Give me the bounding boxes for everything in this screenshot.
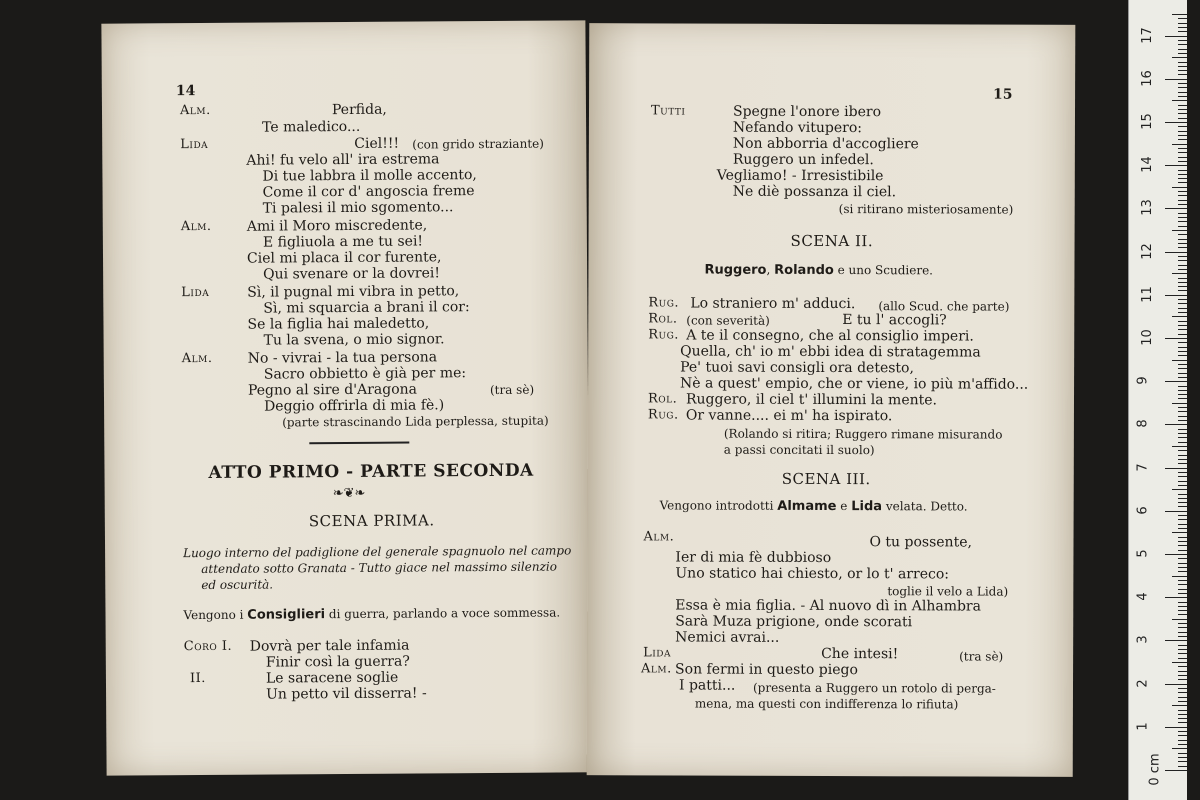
ruler-tick (1178, 701, 1187, 702)
ruler-tick (1178, 636, 1187, 637)
ruler-tick (1178, 459, 1187, 460)
scene-title: SCENA PRIMA. (308, 511, 435, 531)
ruler-tick (1178, 645, 1187, 646)
ruler-tick (1178, 455, 1187, 456)
ruler-tick (1178, 679, 1187, 680)
verse-line: Dovrà per tale infamia (249, 637, 410, 655)
ruler-tick (1178, 53, 1187, 54)
ruler-tick (1178, 463, 1187, 464)
ruler-tick (1165, 79, 1187, 80)
verse-line: E figliuola a me tu sei! (262, 233, 424, 251)
left-page (101, 20, 590, 775)
ruler-label: 14 (1139, 156, 1155, 173)
ruler-tick (1178, 213, 1187, 214)
ruler-tick (1178, 386, 1187, 387)
verse-line: Essa è mia figlia. - Al nuovo dì in Alhambra (675, 597, 982, 615)
verse-line: No - vivrai - la tua persona (247, 349, 438, 367)
stage-direction: ed oscurità. (201, 577, 274, 593)
verse-line: Che intesi! (821, 645, 899, 663)
ruler-tick (1178, 282, 1187, 283)
ruler-tick (1165, 727, 1187, 728)
ruler-tick (1165, 511, 1187, 512)
ruler-tick (1178, 364, 1187, 365)
speaker: Lida (180, 136, 209, 153)
ruler-tick (1178, 450, 1187, 451)
verse-line: Sì, il pugnal mi vibra in petto, (247, 283, 460, 301)
verse-line: Qui svenare or la dovrei! (263, 265, 441, 283)
stage-note: mena, ma questi con indifferenza lo rifiuta) (694, 696, 959, 712)
scene-title: SCENA III. (781, 469, 871, 489)
verse-line: Sacro obbietto è già per me: (263, 365, 467, 383)
scene-title: SCENA II. (790, 231, 874, 251)
scene-cast (704, 262, 933, 280)
ruler-tick (1178, 580, 1187, 581)
ruler-tick (1165, 597, 1187, 598)
ruler-tick (1178, 200, 1187, 201)
ruler-tick (1178, 87, 1187, 88)
ruler-tick (1178, 269, 1187, 270)
stage-note: (tra sè) (489, 382, 535, 397)
ruler-label: 0 cm (1147, 753, 1163, 786)
ruler-tick (1178, 623, 1187, 624)
enter-bold: Consiglieri (247, 607, 326, 623)
ruler-tick (1178, 766, 1187, 767)
verse-line: Pegno al sire d'Aragona (247, 381, 418, 399)
stage-note: (parte strascinando Lida perplessa, stupita) (282, 413, 549, 430)
ruler-tick (1178, 373, 1187, 374)
ruler-tick (1178, 161, 1187, 162)
speaker: Alm. (180, 218, 212, 235)
verse-line: Pe' tuoi savi consigli ora detesto, (680, 359, 914, 377)
ruler-tick (1178, 757, 1187, 758)
ruler-tick (1178, 649, 1187, 650)
speaker: Rol. (648, 311, 678, 327)
ruler-tick (1172, 57, 1187, 58)
stage-note: (presenta a Ruggero un rotolo di perga- (752, 680, 996, 696)
ruler-label: 9 (1135, 376, 1151, 385)
ruler-label: 1 (1135, 722, 1151, 731)
ruler-tick (1178, 528, 1187, 529)
page-number: 15 (993, 86, 1013, 103)
ruler-tick (1178, 666, 1187, 667)
verse-line: O tu possente, (869, 534, 972, 551)
stage-note: (tra sè) (959, 649, 1004, 664)
ruler-tick (1178, 671, 1187, 672)
cast-post: velata. Detto. (885, 499, 968, 514)
stage-note: (Rolando si ritira; Ruggero rimane misurando (723, 426, 1003, 442)
ruler-tick (1178, 157, 1187, 158)
verse-line: Finir così la guerra? (265, 653, 410, 671)
speaker: Rug. (648, 295, 680, 311)
verse-line: Ier di mia fè dubbioso (675, 549, 832, 567)
ruler-tick (1172, 446, 1187, 447)
ruler-tick (1178, 260, 1187, 261)
ruler-tick (1178, 377, 1187, 378)
ruler-tick (1178, 506, 1187, 507)
stage-note: (con severità) (686, 313, 770, 328)
ruler-tick (1178, 221, 1187, 222)
ruler-tick (1178, 537, 1187, 538)
ruler-label: 13 (1139, 199, 1155, 217)
ruler-tick (1178, 697, 1187, 698)
ruler-tick (1178, 83, 1187, 84)
ruler-tick (1178, 550, 1187, 551)
act-title: ATTO PRIMO - PARTE SECONDA (208, 460, 534, 483)
ruler-tick (1178, 407, 1187, 408)
ruler-tick (1178, 567, 1187, 568)
ruler-tick (1178, 118, 1187, 119)
ruler-tick (1178, 126, 1187, 127)
ruler-label: 15 (1139, 113, 1155, 130)
ruler-tick (1178, 398, 1187, 399)
ruler-tick (1178, 135, 1187, 136)
ruler-tick (1178, 614, 1187, 615)
ruler-tick (1165, 208, 1187, 209)
ruler-tick (1178, 329, 1187, 330)
verse-line: Come il cor d' angoscia freme (262, 183, 475, 201)
ruler-tick (1178, 753, 1187, 754)
ruler-tick (1165, 684, 1187, 685)
ruler-tick (1165, 424, 1187, 425)
speaker: Lida (181, 284, 210, 301)
ruler-tick (1178, 610, 1187, 611)
ruler-tick (1178, 714, 1187, 715)
stage-direction: Luogo interno del padiglione del generale spagnuolo nel campo (183, 543, 572, 561)
ruler-label: 10 (1139, 329, 1155, 346)
ruler-tick (1178, 485, 1187, 486)
ruler-tick (1178, 234, 1187, 235)
ruler-tick (1178, 429, 1187, 430)
ruler-tick (1178, 178, 1187, 179)
ruler-tick (1178, 710, 1187, 711)
ruler-tick (1178, 170, 1187, 171)
ruler-tick (1178, 593, 1187, 594)
ruler-label: 8 (1135, 419, 1151, 429)
ruler-tick (1178, 355, 1187, 356)
verse-line: Ami il Moro miscredente, (246, 217, 428, 235)
ruler-tick (1178, 96, 1187, 97)
verse-line: Spegne l'onore ibero (732, 103, 882, 121)
cast-name: Ruggero (704, 262, 767, 278)
ruler-tick (1165, 295, 1187, 296)
ruler-tick (1178, 109, 1187, 110)
ruler-tick (1172, 14, 1187, 15)
ruler-tick (1178, 70, 1187, 71)
ruler-tick (1178, 433, 1187, 434)
ruler-tick (1178, 632, 1187, 633)
ruler-tick (1178, 62, 1187, 63)
ruler-tick (1178, 18, 1187, 19)
ruler-tick (1178, 627, 1187, 628)
ruler-tick (1178, 23, 1187, 24)
verse-line: Sarà Muza prigione, onde scorati (675, 613, 913, 631)
ruler-tick (1178, 286, 1187, 287)
ruler-tick (1178, 265, 1187, 266)
ruler-tick (1178, 606, 1187, 607)
ruler-tick (1178, 688, 1187, 689)
ruler-tick (1178, 437, 1187, 438)
ruler-tick (1178, 545, 1187, 546)
ruler-tick (1178, 718, 1187, 719)
speaker: Alm. (179, 102, 211, 119)
ruler-tick (1178, 152, 1187, 153)
verse-line: Non abborria d'accogliere (732, 135, 919, 153)
verse-line: Ruggero un infedel. (732, 151, 874, 169)
ruler-label: 16 (1139, 70, 1155, 87)
speaker: Rol. (647, 391, 678, 407)
verse-line: Deggio offrirla di mia fè.) (264, 397, 445, 415)
ruler-tick (1178, 342, 1187, 343)
ruler-tick (1178, 312, 1187, 313)
ruler-tick (1172, 360, 1187, 361)
ruler-label: 3 (1135, 635, 1151, 645)
ruler-tick (1178, 321, 1187, 322)
verse-line: Di tue labbra il molle accento, (262, 167, 477, 185)
ruler-tick (1178, 563, 1187, 564)
cast-sep: , (766, 262, 771, 277)
ruler-tick (1178, 481, 1187, 482)
ruler-tick (1178, 653, 1187, 654)
ruler-tick (1178, 113, 1187, 114)
ruler-tick (1178, 347, 1187, 348)
ruler-tick (1165, 381, 1187, 382)
ruler-tick (1178, 420, 1187, 421)
speaker: Coro I. (183, 638, 233, 655)
ruler-tick (1178, 494, 1187, 495)
ruler-tick (1178, 256, 1187, 257)
ruler-tick (1178, 239, 1187, 240)
ruler-tick (1178, 27, 1187, 28)
verse-line: Le saracene soglie (265, 669, 399, 687)
enter-direction (183, 605, 560, 625)
ruler-label: 12 (1139, 242, 1155, 260)
ruler-tick (1165, 554, 1187, 555)
ruler-tick (1172, 576, 1187, 577)
ruler-label: 6 (1135, 506, 1151, 515)
measuring-ruler (1128, 0, 1187, 800)
enter-post: di guerra, parlando a voce sommessa. (328, 605, 561, 622)
ruler-tick (1178, 204, 1187, 205)
ruler-tick (1165, 122, 1187, 123)
right-page (587, 23, 1076, 777)
verse-line: Perfida, (331, 101, 387, 119)
verse-line: Quella, ch' io m' ebbi idea di stratagemma (680, 343, 981, 361)
stage-direction: attendato sotto Granata - Tutto giace nel massimo silenzio (201, 559, 558, 577)
ruler-tick (1178, 498, 1187, 499)
speaker: II. (189, 670, 206, 687)
ruler-tick (1178, 191, 1187, 192)
ruler-tick (1178, 303, 1187, 304)
ruler-tick (1178, 66, 1187, 67)
ruler-tick (1178, 182, 1187, 183)
ruler-tick (1165, 770, 1187, 771)
ruler-tick (1178, 472, 1187, 473)
verse-line: A te il consegno, che al consiglio imperi. (686, 327, 974, 345)
verse-line: I patti... (678, 677, 736, 694)
ruler-tick (1178, 139, 1187, 140)
ruler-label: 5 (1135, 549, 1151, 558)
ruler-tick (1178, 278, 1187, 279)
ruler-tick (1178, 744, 1187, 745)
ruler-label: 4 (1135, 592, 1151, 601)
ruler-tick (1172, 619, 1187, 620)
speaker: Alm. (641, 661, 672, 677)
ruler-tick (1178, 334, 1187, 335)
verse-line: Nefando vitupero: (732, 119, 863, 137)
ruler-tick (1172, 532, 1187, 533)
stage-note: a passi concitati il suolo) (723, 442, 875, 458)
ruler-tick (1178, 390, 1187, 391)
cast-name: Almame (777, 498, 837, 515)
speaker: Alm. (643, 529, 675, 545)
ruler-tick (1178, 584, 1187, 585)
ruler-tick (1172, 316, 1187, 317)
speaker: Lida (643, 645, 672, 661)
verse-line: Nè a quest' empio, che or viene, io più m'affido... (680, 375, 1029, 393)
ruler-tick (1165, 640, 1187, 641)
verse-line: Ahi! fu velo all' ira estrema (246, 151, 440, 169)
ruler-tick (1178, 290, 1187, 291)
ruler-tick (1178, 195, 1187, 196)
ruler-tick (1165, 36, 1187, 37)
section-divider (309, 442, 409, 445)
ruler-tick (1178, 217, 1187, 218)
ruler-tick (1178, 692, 1187, 693)
stage-note: toglie il velo a Lida) (887, 584, 1009, 599)
page-number: 14 (175, 83, 196, 100)
cast-pre: Vengono introdotti (659, 498, 774, 513)
ruler-tick (1178, 394, 1187, 395)
ruler-tick (1178, 476, 1187, 477)
verse-line: Ruggero, il ciel t' illumini la mente. (685, 391, 938, 409)
verse-line: E tu l' accogli? (842, 312, 947, 329)
scene-cast (660, 497, 968, 515)
ruler-label: 7 (1135, 462, 1151, 472)
stage-note: (si ritirano misteriosamente) (838, 202, 1014, 217)
ruler-tick (1178, 74, 1187, 75)
ruler-tick (1172, 100, 1187, 101)
ruler-label: 11 (1139, 286, 1155, 303)
stage-note: (con grido straziante) (412, 136, 544, 152)
ruler-tick (1165, 165, 1187, 166)
cast-mid: e (840, 499, 848, 514)
verse-line: Un petto vil disserra! - (266, 685, 427, 703)
ruler-tick (1178, 524, 1187, 525)
cast-post: e uno Scudiere. (837, 263, 934, 278)
verse-line: Son fermi in questo piego (675, 661, 858, 679)
ruler-tick (1178, 515, 1187, 516)
ruler-tick (1165, 252, 1187, 253)
ruler-tick (1172, 705, 1187, 706)
verse-line: Vegliamo! - Irresistibile (716, 167, 884, 185)
ruler-tick (1178, 105, 1187, 106)
ruler-tick (1178, 658, 1187, 659)
ruler-tick (1178, 740, 1187, 741)
ruler-tick (1178, 148, 1187, 149)
verse-line: Or vanne.... ei m' ha ispirato. (685, 407, 893, 425)
ruler-tick (1172, 403, 1187, 404)
ruler-tick (1178, 519, 1187, 520)
ruler-tick (1178, 49, 1187, 50)
ruler-tick (1178, 675, 1187, 676)
ruler-tick (1178, 131, 1187, 132)
ruler-tick (1165, 338, 1187, 339)
ruler-tick (1178, 442, 1187, 443)
verse-line: Se la figlia hai maledetto, (247, 315, 430, 333)
ruler-tick (1178, 722, 1187, 723)
ruler-tick (1178, 31, 1187, 32)
ruler-tick (1178, 541, 1187, 542)
ruler-tick (1178, 308, 1187, 309)
verse-line: Sì, mi squarcia a brani il cor: (263, 299, 470, 317)
ruler-label: 17 (1139, 26, 1155, 44)
ruler-tick (1178, 416, 1187, 417)
stage-note: (allo Scud. che parte) (878, 299, 1010, 314)
ruler-tick (1178, 731, 1187, 732)
speaker: Rug. (648, 327, 679, 343)
verse-line: Ti palesi il mio sgomento... (262, 199, 454, 217)
speaker: Alm. (181, 350, 213, 367)
ruler-label: 2 (1135, 678, 1151, 688)
ruler-tick (1178, 411, 1187, 412)
ruler-tick (1178, 247, 1187, 248)
ruler-tick (1178, 735, 1187, 736)
ruler-tick (1178, 502, 1187, 503)
speaker: Rug. (647, 407, 679, 423)
ruler-tick (1178, 325, 1187, 326)
ruler-tick (1172, 230, 1187, 231)
ruler-tick (1178, 351, 1187, 352)
verse-line: Lo straniero m' adduci. (690, 295, 856, 313)
verse-line: Ne diè possanza il ciel. (732, 183, 897, 201)
ruler-tick (1172, 187, 1187, 188)
ruler-tick (1172, 748, 1187, 749)
ruler-tick (1178, 92, 1187, 93)
ruler-tick (1178, 602, 1187, 603)
ruler-tick (1165, 468, 1187, 469)
ruler-tick (1178, 44, 1187, 45)
verse-line: Ciel!!! (354, 135, 400, 152)
ruler-tick (1178, 299, 1187, 300)
ruler-tick (1172, 662, 1187, 663)
cast-name: Rolando (774, 262, 834, 279)
ruler-tick (1178, 571, 1187, 572)
enter-pre: Vengono i (183, 607, 244, 623)
ruler-tick (1178, 761, 1187, 762)
ruler-tick (1178, 243, 1187, 244)
ruler-tick (1172, 273, 1187, 274)
ruler-tick (1178, 174, 1187, 175)
ruler-tick (1178, 589, 1187, 590)
verse-line: Te maledico... (262, 118, 361, 136)
cast-name: Lida (851, 499, 883, 515)
verse-line: Uno statico hai chiesto, or lo t' arreco: (675, 565, 950, 583)
ruler-tick (1172, 489, 1187, 490)
verse-line: Nemici avrai... (675, 629, 780, 646)
ruler-tick (1178, 558, 1187, 559)
verse-line: Ciel mi placa il cor furente, (246, 249, 442, 267)
ruler-tick (1172, 144, 1187, 145)
verse-line: Tu la svena, o mio signor. (263, 331, 445, 349)
ruler-tick (1178, 368, 1187, 369)
ruler-tick (1178, 226, 1187, 227)
speaker: Tutti (650, 103, 686, 119)
ruler-tick (1178, 40, 1187, 41)
ornament: ❧❦❧ (332, 485, 366, 502)
